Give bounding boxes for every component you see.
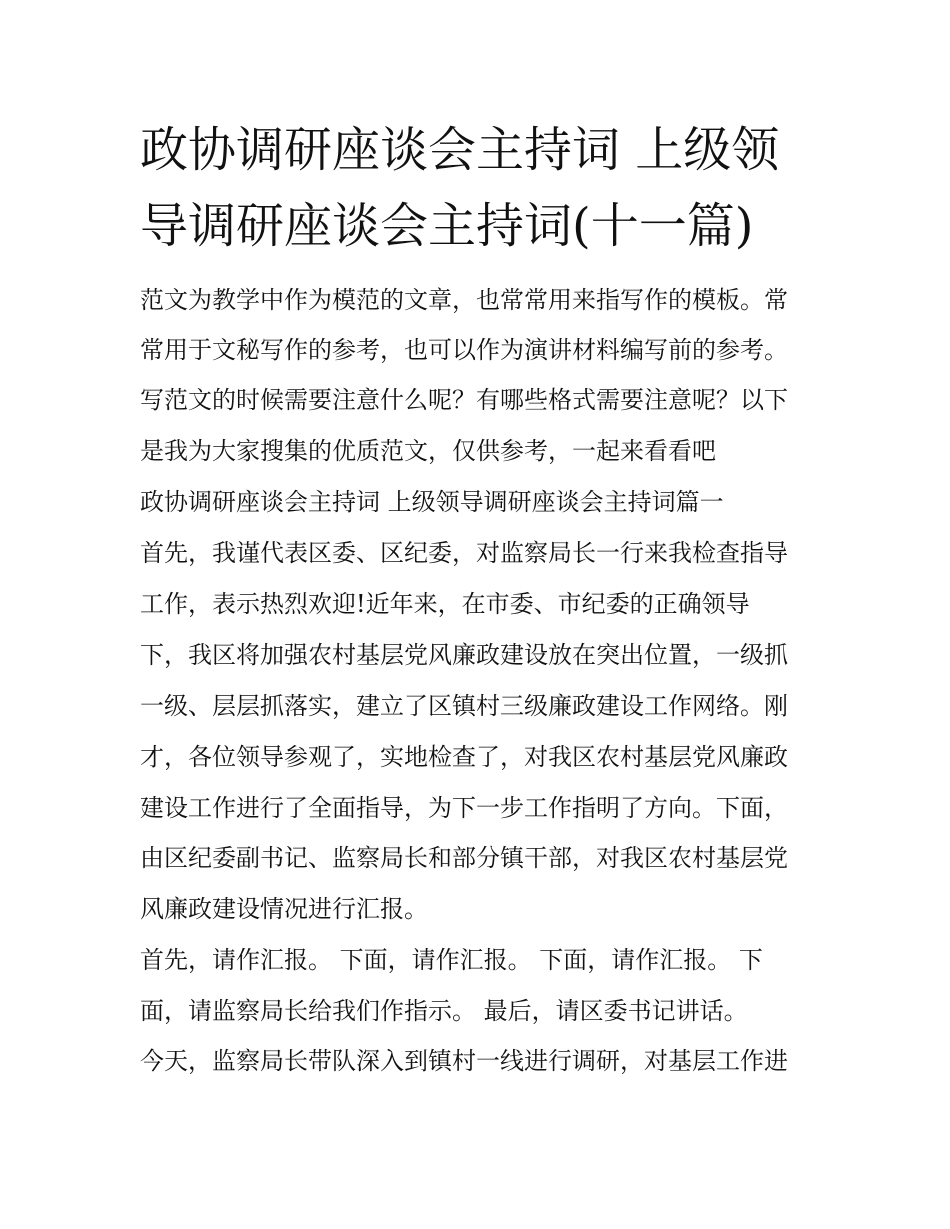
body-line-12: 由区纪委副书记、监察局长和部分镇干部，对我区农村基层党	[140, 844, 788, 872]
section-heading: 政协调研座谈会主持词 上级领导调研座谈会主持词篇一	[140, 488, 724, 516]
body-line-9: 一级、层层抓落实，建立了区镇村三级廉政建设工作网络。刚	[140, 692, 788, 720]
body-line-16: 今天，监察局长带队深入到镇村一线进行调研，对基层工作进	[140, 1047, 788, 1075]
body-line-10: 才，各位领导参观了，实地检查了，对我区农村基层党风廉政	[140, 743, 788, 771]
body-line-1: 范文为教学中作为模范的文章，也常常用来指写作的模板。常	[140, 286, 788, 314]
body-line-14: 首先，请作汇报。 下面，请作汇报。 下面，请作汇报。 下	[140, 946, 763, 974]
body-line-13: 风廉政建设情况进行汇报。	[140, 895, 428, 923]
document-title	[140, 112, 820, 264]
title-line-1: 政协调研座谈会主持词 上级领	[140, 122, 780, 178]
body-line-3: 写范文的时候需要注意什么呢？有哪些格式需要注意呢？以下	[140, 386, 788, 414]
body-line-2: 常用于文秘写作的参考，也可以作为演讲材料编写前的参考。	[140, 336, 788, 364]
title-line-2: 导调研座谈会主持词(十一篇)	[140, 198, 754, 254]
body-line-15: 面，请监察局长给我们作指示。 最后，请区委书记讲话。	[140, 997, 748, 1025]
body-line-11: 建设工作进行了全面指导，为下一步工作指明了方向。下面，	[140, 794, 788, 822]
body-line-8: 下，我区将加强农村基层党风廉政建设放在突出位置，一级抓	[140, 641, 788, 669]
body-line-6: 首先，我谨代表区委、区纪委，对监察局长一行来我检查指导	[140, 539, 788, 567]
body-line-7: 工作，表示热烈欢迎!近年来，在市委、市纪委的正确领导	[140, 590, 750, 618]
body-line-4: 是我为大家搜集的优质范文，仅供参考，一起来看看吧	[140, 437, 716, 465]
